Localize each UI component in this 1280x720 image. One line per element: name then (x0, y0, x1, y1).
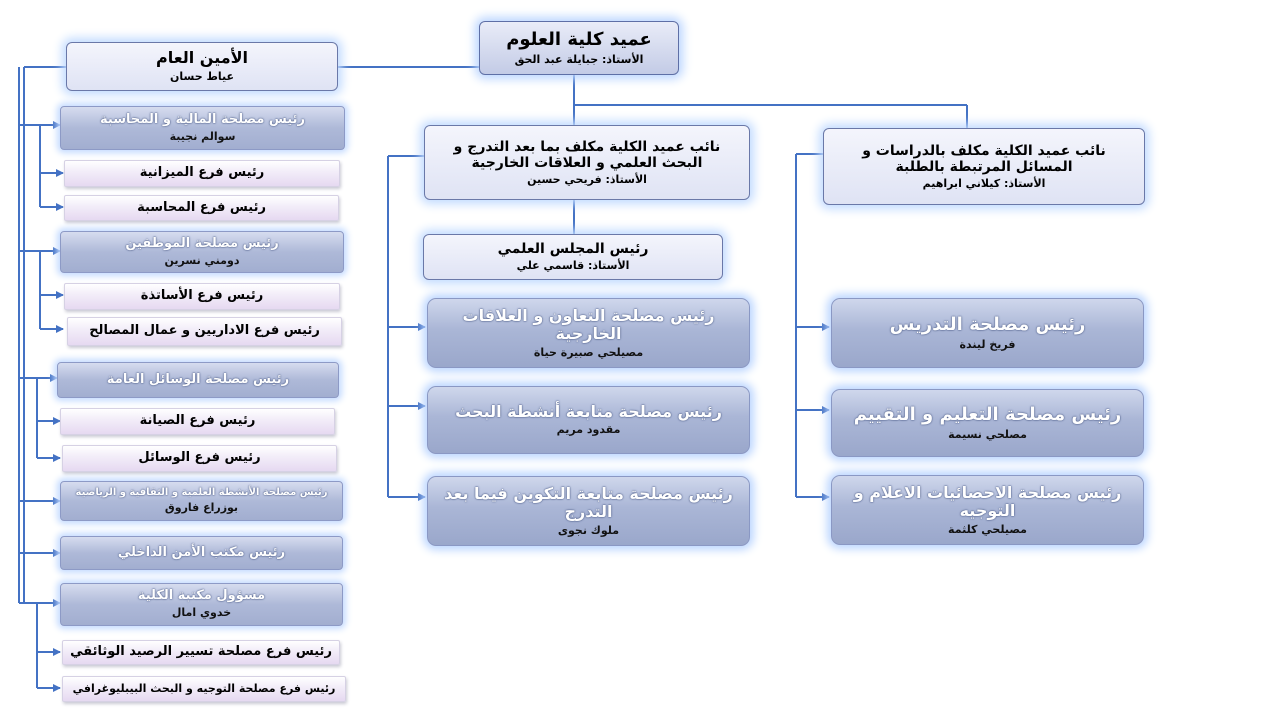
budget-branch-title: رئيس فرع الميزانية (139, 165, 265, 181)
studies-service-title: رئيس مصلحة التدريس (889, 313, 1086, 335)
studies-service-box (831, 475, 1144, 545)
maintenance-branch-title: رئيس فرع الصيانة (139, 413, 256, 429)
bibliographic-branch-title: رئيس فرع مصلحة التوجيه و البحث البيبليوغرافي (72, 681, 336, 695)
studies-service-name: مصيلحي كلثمة (948, 522, 1027, 536)
professors-branch-box (64, 283, 340, 310)
general-means-service-box (57, 362, 339, 398)
library-name: خدوي امال (171, 606, 232, 620)
bibliographic-branch-box (62, 676, 346, 702)
professors-branch-title: رئيس فرع الأساتذة (140, 288, 264, 304)
research-service-name: مصيلحي صبيرة حياة (533, 345, 644, 359)
secretary-general-box (66, 42, 338, 91)
scientific-council-box (423, 234, 723, 280)
vice-dean-research-title: نائب عميد الكلية مكلف بما بعد التدرج و البحث العلمي و العلاقات الخارجية (453, 138, 721, 171)
staff-service-name: دومني نسرين (164, 253, 240, 267)
secretary-general-name: عياط حسان (169, 69, 235, 83)
finance-service-title: رئيس مصلحة المالية و المحاسبة (100, 111, 305, 127)
studies-service-box (831, 298, 1144, 368)
documents-branch-title: رئيس فرع مصلحة تسيير الرصيد الوثائقي (70, 644, 332, 660)
studies-service-title: رئيس مصلحة التعليم و التقييم (853, 403, 1122, 425)
vice-dean-studies-name: الأستاذ: كيلاني ابراهيم (922, 176, 1046, 190)
maintenance-branch-box (60, 408, 335, 435)
secretary-general-title: الأمين العام (155, 48, 249, 68)
security-office-box (60, 536, 343, 570)
studies-service-name: فريخ ليندة (959, 337, 1016, 351)
vice-dean-studies-title: نائب عميد الكلية مكلف بالدراسات و المسائل المرتبطة بالطلبة (862, 142, 1106, 175)
scientific-council-name: الأستاذ: قاسمي علي (516, 259, 630, 273)
library-box (60, 583, 343, 626)
studies-service-name: مصلحي نسيمة (948, 427, 1027, 441)
vice-dean-research-name: الأستاذ: فريحي حسين (527, 172, 647, 186)
administrators-branch-title: رئيس فرع الاداريين و عمال المصالح (89, 323, 320, 339)
accounting-branch-box (64, 195, 339, 221)
scientific-council-title: رئيس المجلس العلمي (497, 241, 649, 258)
research-service-box (427, 476, 750, 546)
research-service-name: ملوك نجوى (557, 523, 620, 537)
studies-service-box (831, 389, 1144, 457)
means-branch-box (62, 445, 337, 472)
vice-dean-research-box (424, 125, 750, 200)
research-service-box (427, 298, 750, 368)
budget-branch-box (64, 160, 340, 187)
research-service-title: رئيس مصلحة التعاون و العلاقات الخارجية (462, 305, 715, 344)
general-means-service-title: رئيس مصلحة الوسائل العامة (106, 371, 290, 387)
research-service-title: رئيس مصلحة متابعة التكوين فيما بعد التدرج (444, 483, 733, 522)
research-service-box (427, 386, 750, 454)
means-branch-title: رئيس فرع الوسائل (138, 450, 261, 466)
activities-service-box (60, 481, 343, 521)
dean-box (479, 21, 679, 75)
security-office-title: رئيس مكتب الأمن الداخلي (117, 544, 286, 560)
vice-dean-studies-box (823, 128, 1145, 205)
documents-branch-box (62, 640, 340, 665)
studies-service-title: رئيس مصلحة الاحصائيات الاعلام و التوجيه (853, 482, 1122, 521)
activities-service-title: رئيس مصلحة الأنشطة العلمية و الثقافية و الرياضية (75, 487, 328, 499)
research-service-name: مقدود مريم (556, 423, 621, 437)
accounting-branch-title: رئيس فرع المحاسبة (137, 199, 266, 215)
research-service-title: رئيس مصلحة متابعة أنشطة البحث (455, 401, 722, 421)
staff-service-box (60, 231, 344, 273)
administrators-branch-box (67, 317, 342, 346)
activities-service-name: بوزراع فاروق (164, 500, 239, 514)
finance-service-name: سوالم نجيبة (169, 129, 236, 143)
library-title: مسؤول مكتبة الكلية (137, 588, 266, 604)
dean-name: الأستاذ: جبايلة عبد الحق (514, 52, 644, 66)
dean-title: عميد كلية العلوم (506, 28, 652, 50)
staff-service-title: رئيس مصلحة الموظفين (125, 235, 279, 251)
finance-service-box (60, 106, 345, 150)
